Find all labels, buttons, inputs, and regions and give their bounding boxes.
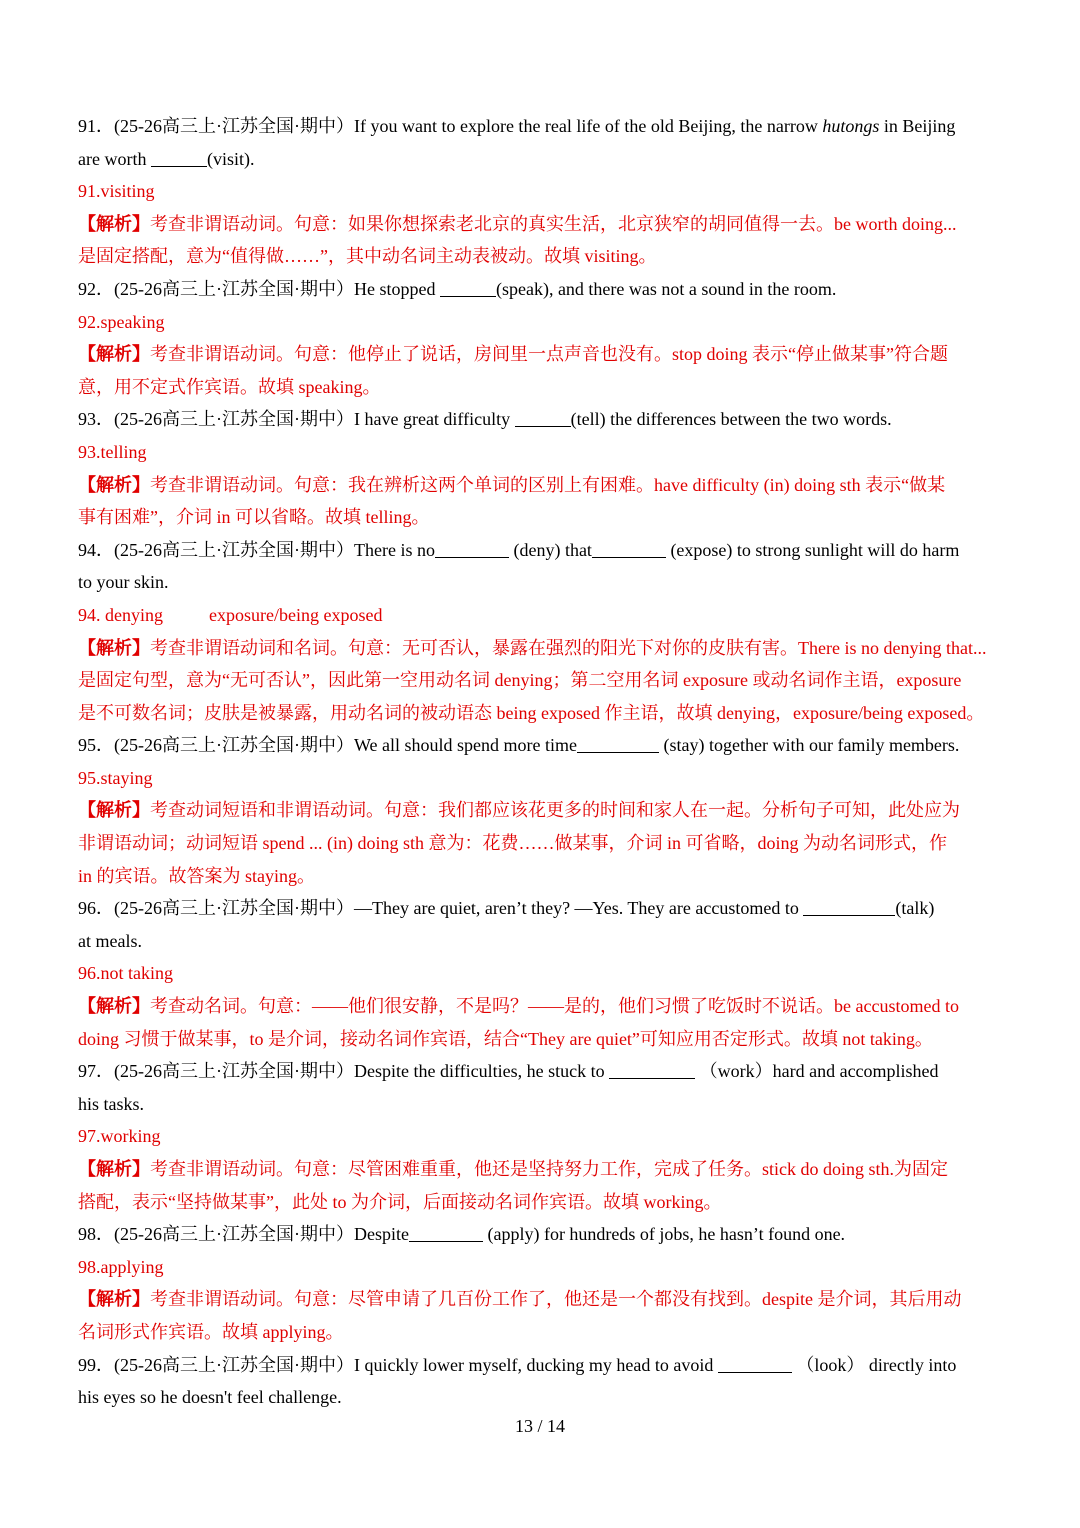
- question-text: We all should spend more time: [353, 735, 577, 756]
- answer-blank: [440, 276, 496, 297]
- question-source: (25-26高三上·江苏全国·期中）: [114, 898, 354, 919]
- explanation-95-line-3: in 的宾语。故答案为 staying。: [78, 865, 315, 886]
- explanation-tag: 【解析】: [78, 637, 150, 658]
- answer-blank: [151, 146, 207, 167]
- question-number: 95．: [78, 735, 114, 756]
- question-text: in Beijing: [879, 116, 956, 136]
- question-number: 91．: [78, 116, 114, 136]
- question-text: If you want to explore the real life of the old Beijing, the narrow: [353, 116, 823, 136]
- explanation-text: 考查非谓语动词。句意：尽管困难重重，他还是坚持努力工作，完成了任务。stick do doing sth.为固定: [150, 1159, 948, 1179]
- answer-blank: [515, 406, 571, 427]
- explanation-94-line-2: 是固定句型，意为“无可否认”，因此第一空用动名词 denying；第二空用名词 exposure 或动名词作主语，exposure: [78, 670, 962, 691]
- answer-91: 91.visiting: [78, 181, 155, 202]
- answer-92: 92.speaking: [78, 311, 165, 332]
- question-source: (25-26高三上·江苏全国·期中）: [114, 1354, 354, 1375]
- question-text: （work）hard and accomplished: [695, 1061, 939, 1082]
- question-text: (tell) the differences between the two words.: [570, 409, 892, 430]
- explanation-text: 考查非谓语动词。句意：尽管申请了几百份工作了，他还是一个都没有找到。despite 是介词，其后用动: [150, 1289, 962, 1310]
- question-text: (speak), and there was not a sound in the room.: [495, 278, 837, 299]
- answer-blank: [435, 537, 509, 558]
- question-94-line-2: to your skin.: [78, 572, 169, 593]
- explanation-text: 考查非谓语动词。句意：我在辨析这两个单词的区别上有困难。have difficulty (in) doing sth 表示“做某: [150, 474, 946, 495]
- question-95: [78, 729, 1018, 762]
- question-text: (talk): [895, 898, 935, 919]
- answer-blank: [609, 1058, 695, 1079]
- explanation-92-line-2: 意，用不定式作宾语。故填 speaking。: [78, 376, 381, 397]
- answer-blank: [592, 537, 666, 558]
- answer-blank: [803, 895, 895, 916]
- question-source: (25-26高三上·江苏全国·期中）: [114, 116, 354, 136]
- question-96-line-2: at meals.: [78, 930, 142, 951]
- explanation-tag: 【解析】: [78, 996, 150, 1017]
- answer-part-2: exposure/being exposed: [209, 604, 383, 625]
- explanation-text: 考查非谓语动词。句意：他停止了说话，房间里一点声音也没有。stop doing 表示“停止做某事”符合题: [150, 344, 948, 365]
- answer-blank: [409, 1221, 483, 1242]
- answer-98: 98.applying: [78, 1256, 164, 1277]
- explanation-tag: 【解析】: [78, 1289, 150, 1310]
- answer-93: 93.telling: [78, 441, 147, 462]
- question-92: [78, 273, 1018, 306]
- explanation-98-line-2: 名词形式作宾语。故填 applying。: [78, 1321, 344, 1342]
- answer-97: 97.working: [78, 1126, 161, 1147]
- question-text: (stay) together with our family members.: [659, 735, 960, 756]
- question-number: 94．: [78, 539, 114, 560]
- question-number: 97．: [78, 1061, 114, 1082]
- document-body: [78, 110, 1018, 1414]
- question-number: 98．: [78, 1224, 114, 1245]
- question-number: 92．: [78, 278, 114, 299]
- question-91-line-2: [78, 143, 1018, 176]
- explanation-91-line-2: 是固定搭配，意为“值得做……”，其中动名词主动表被动。故填 visiting。: [78, 246, 657, 267]
- question-source: (25-26高三上·江苏全国·期中）: [114, 539, 354, 560]
- explanation-97-line-2: 搭配，表示“坚持做某事”，此处 to 为介词，后面接动名词作宾语。故填 working。: [78, 1191, 722, 1212]
- explanation-96: [78, 990, 1018, 1023]
- explanation-text: 考查非谓语动词和名词。句意：无可否认，暴露在强烈的阳光下对你的皮肤有害。There is no denying that...: [150, 637, 987, 658]
- question-text: Despite: [353, 1224, 409, 1245]
- question-number: 99．: [78, 1354, 114, 1375]
- explanation-94-line-3: 是不可数名词；皮肤是被暴露，用动名词的被动语态 being exposed 作主语，故填 denying，exposure/being exposed。: [78, 702, 985, 723]
- question-source: (25-26高三上·江苏全国·期中）: [114, 409, 354, 430]
- question-source: (25-26高三上·江苏全国·期中）: [114, 278, 354, 299]
- question-94: [78, 534, 1018, 567]
- question-91: [78, 110, 1018, 143]
- explanation-text: 考查非谓语动词。句意：如果你想探索老北京的真实生活，北京狭窄的胡同值得一去。be worth doing...: [150, 213, 957, 234]
- explanation-91: [78, 208, 1018, 241]
- explanation-93-line-2: 事有困难”，介词 in 可以省略。故填 telling。: [78, 507, 430, 528]
- question-number: 93．: [78, 409, 114, 430]
- question-number: 96．: [78, 898, 114, 919]
- explanation-92: [78, 338, 1018, 371]
- explanation-95-line-2: 非谓语动词；动词短语 spend ... (in) doing sth 意为：花费……做某事，介词 in 可省略，doing 为动名词形式，作: [78, 833, 947, 854]
- explanation-98: [78, 1283, 1018, 1316]
- question-source: (25-26高三上·江苏全国·期中）: [114, 1061, 354, 1082]
- explanation-tag: 【解析】: [78, 474, 150, 495]
- question-text: He stopped: [353, 278, 440, 299]
- question-text: (apply) for hundreds of jobs, he hasn’t found one.: [482, 1224, 846, 1245]
- question-99: [78, 1349, 1018, 1382]
- question-96: [78, 892, 1018, 925]
- explanation-93: [78, 469, 1018, 502]
- answer-blank: [718, 1352, 792, 1373]
- explanation-96-line-2: doing 习惯于做某事，to 是介词，接动名词作宾语，结合“They are quiet”可知应用否定形式。故填 not taking。: [78, 1028, 933, 1049]
- question-text: (expose) to strong sunlight will do harm: [665, 539, 960, 560]
- explanation-tag: 【解析】: [78, 1159, 150, 1179]
- question-97-line-2: his tasks.: [78, 1093, 145, 1114]
- page-number: 13 / 14: [514, 1416, 565, 1436]
- explanation-95: [78, 794, 1018, 827]
- question-93: [78, 403, 1018, 436]
- explanation-97: [78, 1153, 1018, 1186]
- question-text: There is no: [353, 539, 435, 560]
- explanation-text: 考查动词短语和非谓语动词。句意：我们都应该花更多的时间和家人在一起。分析句子可知，此处应为: [150, 800, 960, 821]
- question-text: (visit).: [206, 148, 255, 169]
- question-text: I have great difficulty: [353, 409, 515, 430]
- question-italic-word: hutongs: [822, 116, 880, 136]
- question-text: are worth: [78, 148, 151, 169]
- question-text: —They are quiet, aren’t they? —Yes. They are accustomed to: [353, 898, 804, 919]
- explanation-tag: 【解析】: [78, 213, 150, 234]
- question-text: （look） directly into: [791, 1354, 957, 1375]
- question-97: [78, 1055, 1018, 1088]
- answer-blank: [577, 732, 659, 753]
- question-source: (25-26高三上·江苏全国·期中）: [114, 735, 354, 756]
- answer-96: 96.not taking: [78, 963, 173, 984]
- question-text: I quickly lower myself, ducking my head to avoid: [353, 1354, 718, 1375]
- question-text: Despite the difficulties, he stuck to: [353, 1061, 610, 1082]
- explanation-tag: 【解析】: [78, 800, 150, 821]
- question-text: (deny) that: [508, 539, 592, 560]
- answer-95: 95.staying: [78, 767, 153, 788]
- explanation-94: [78, 632, 1018, 665]
- explanation-text: 考查动名词。句意：——他们很安静，不是吗？——是的，他们习惯了吃饭时不说话。be accustomed to: [150, 996, 959, 1017]
- question-source: (25-26高三上·江苏全国·期中）: [114, 1224, 354, 1245]
- explanation-tag: 【解析】: [78, 344, 150, 365]
- answer-part-1: 94. denying: [78, 604, 163, 625]
- question-99-line-2: his eyes so he doesn't feel challenge.: [78, 1387, 342, 1408]
- question-98: [78, 1218, 1018, 1251]
- answer-94: [78, 599, 1018, 632]
